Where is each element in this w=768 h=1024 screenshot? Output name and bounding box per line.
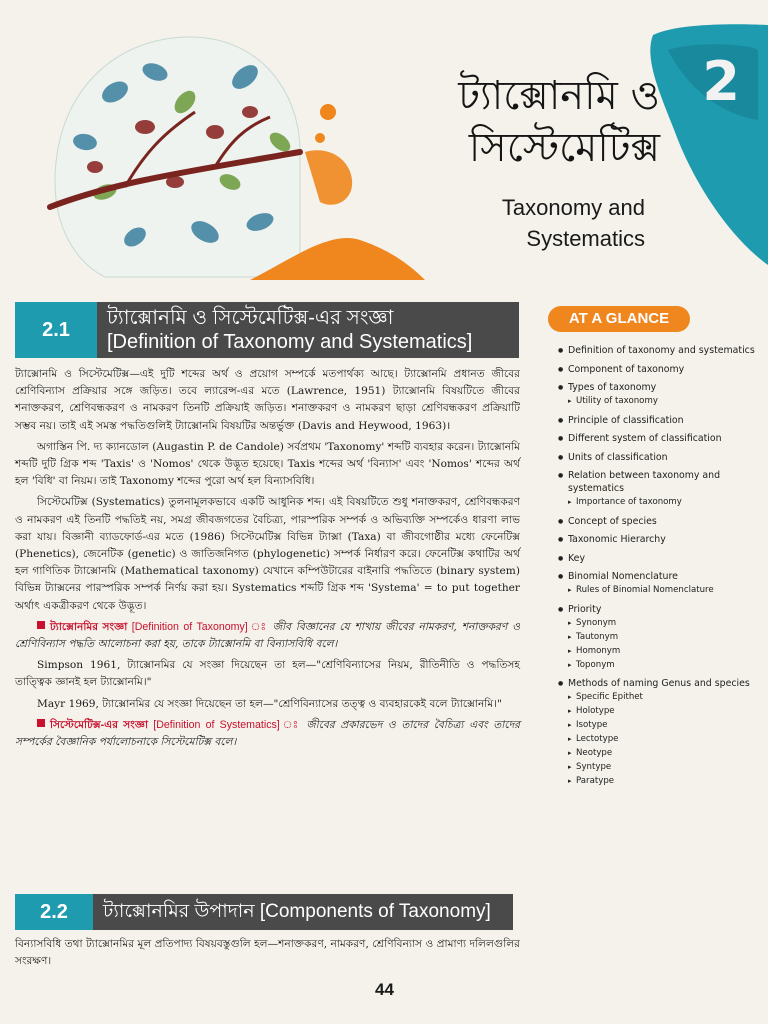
glance-subitem: ▸ Tautonym bbox=[568, 631, 760, 644]
glance-item-label: Taxonomic Hierarchy bbox=[568, 534, 666, 545]
section-2-2-body bbox=[15, 936, 520, 970]
chapter-title-bengali-line1: ট্যাক্সোনমি ও bbox=[458, 73, 660, 119]
glance-item bbox=[558, 515, 760, 528]
mayr-definition: Mayr 1969, ট্যাক্সোনমির যে সংজ্ঞা দিয়েছেন তা হল—"শ্রেণিবিন্যাসের তত্ত্ব ও ব্যবহারকেই বলে ট্যাক্সোনমি।" bbox=[37, 697, 502, 710]
glance-item-label: Concept of species bbox=[568, 515, 657, 527]
definition-systematics-heading-english: [Definition of Systematics] ঃ bbox=[153, 718, 301, 731]
section-2-1-header bbox=[15, 302, 519, 358]
glance-subitem: ▸ Lectotype bbox=[568, 733, 760, 746]
section-number: 2.1 bbox=[15, 302, 97, 358]
section-2-1-body bbox=[15, 366, 520, 755]
glance-subitem: ▸ Neotype bbox=[568, 747, 760, 760]
definition-systematics bbox=[15, 717, 520, 751]
glance-item-label: Types of taxonomy bbox=[568, 382, 657, 393]
glance-item bbox=[558, 603, 760, 672]
glance-subitem: ▸ Isotype bbox=[568, 719, 760, 732]
glance-item bbox=[558, 381, 760, 408]
orange-splash-decoration bbox=[250, 90, 430, 290]
glance-item-label: Methods of naming Genus and species bbox=[568, 678, 750, 689]
paragraph-taxonomy-systematics: ট্যাক্সোনমি ও সিস্টেমেটিক্স—এই দুটি শব্দের অর্থ ও প্রয়োগ সম্পর্কে মতপার্থক্য আছে। ট্যাক্সোনমি প্রধানত জীবের শ্রেণিবিন্যাস প্রক্রিয়ার সঙ্গে জড়িত। তবে ল্যারেন্স-এর মতে (Lawrence, 1951) ট্যাক্সোনমি বিষয়টিতে জীবের শনাক্তকরণ, শ্রেণিবন্ধকরণ ও নামকরণ তিনটি প্রক্রিয়াই জড়িত। শনাক্তকরণ ও নামকরণ ছাড়া শ্রেণিবন্ধকরণ প্রক্রিয়াটি সম্ভব নয়। তাই এই সমস্ত পদ্ধতিগুলিই ট্যাক্সোনমি বিষয়টির অন্তর্ভুক্ত (Davis and Heywood, 1963)। bbox=[15, 368, 520, 432]
section-title-bengali: ট্যাক্সোনমি ও সিস্টেমেটিক্স-এর সংজ্ঞা bbox=[107, 307, 394, 329]
red-square-bullet-icon bbox=[37, 621, 45, 629]
glance-subitems bbox=[568, 617, 760, 672]
glance-item-label: Relation between taxonomy and systematics bbox=[568, 470, 721, 494]
definition-systematics-text: জীবের প্রকারভেদ ও তাদের বৈচিত্র্য এবং তাদের সম্পর্কের বৈজ্ঞানিক পর্যালোচনাকে সিস্টেমেটিক্স বলে। bbox=[15, 718, 520, 749]
definition-systematics-heading bbox=[37, 719, 301, 731]
glance-subitem: ▸ Toponym bbox=[568, 659, 760, 672]
glance-item-label: Key bbox=[568, 552, 585, 564]
glance-item bbox=[558, 469, 760, 509]
section-title-english: [Definition of Taxonomy and Systematics] bbox=[107, 331, 473, 353]
section-title bbox=[93, 894, 513, 930]
page-number: 44 bbox=[375, 980, 394, 999]
glance-item bbox=[558, 451, 760, 464]
definition-taxonomy-heading-bengali: ট্যাক্সোনমির সংজ্ঞা bbox=[50, 620, 128, 633]
glance-subitems bbox=[568, 584, 760, 597]
section-title-bengali: ট্যাক্সোনমির উপাদান bbox=[103, 901, 255, 922]
glance-subitem: ▸ Importance of taxonomy bbox=[568, 496, 760, 509]
glance-item-label: Principle of classification bbox=[568, 414, 684, 426]
chapter-title-english-line2: Systematics bbox=[526, 226, 645, 251]
chapter-title-bengali-line2: সিস্টেমেটিক্স bbox=[468, 125, 660, 171]
definition-taxonomy-heading bbox=[37, 621, 268, 633]
glance-subitem: ▸ Paratype bbox=[568, 775, 760, 788]
glance-subitem: ▸ Holotype bbox=[568, 705, 760, 718]
glance-subitems bbox=[568, 395, 760, 408]
section-title-english: [Components of Taxonomy] bbox=[259, 901, 491, 922]
definition-taxonomy bbox=[15, 619, 520, 653]
glance-subitems bbox=[568, 691, 760, 788]
section-2-2-header bbox=[15, 894, 513, 930]
glance-item-label: Units of classification bbox=[568, 451, 668, 463]
glance-item bbox=[558, 432, 760, 445]
chapter-title-english-line1: Taxonomy and bbox=[501, 195, 645, 220]
definition-taxonomy-heading-english: [Definition of Taxonomy] ঃ bbox=[131, 620, 268, 633]
section-title bbox=[97, 302, 519, 358]
glance-subitem: ▸ Rules of Binomial Nomenclature bbox=[568, 584, 760, 597]
chapter-title-english bbox=[450, 192, 645, 254]
at-a-glance-list bbox=[558, 344, 760, 794]
red-square-bullet-icon bbox=[37, 719, 45, 727]
paragraph-components: বিন্যাসবিধি তথা ট্যাক্সোনমির মূল প্রতিপাদ্য বিষয়বস্তুগুলি হল—শনাক্তকরণ, নামকরণ, শ্রেণিবিন্যাস ও প্রামাণ্য দলিলগুলির সংরক্ষণ। bbox=[15, 938, 520, 967]
glance-subitem: ▸ Utility of taxonomy bbox=[568, 395, 760, 408]
chapter-number: 2 bbox=[702, 50, 740, 113]
definition-taxonomy-text: জীব বিজ্ঞানের যে শাখায় জীবের নামকরণ, শনাক্তকরণ ও শ্রেণিবিন্যাস পদ্ধতি আলোচনা করা হয়, তাকে ট্যাক্সোনমি বা বিন্যাসবিধি বলে। bbox=[15, 620, 520, 651]
glance-subitem: ▸ Specific Epithet bbox=[568, 691, 760, 704]
glance-item bbox=[558, 570, 760, 597]
chapter-title-bengali bbox=[420, 70, 660, 174]
glance-subitems bbox=[568, 496, 760, 509]
glance-subitem: ▸ Synonym bbox=[568, 617, 760, 630]
paragraph-systematics: সিস্টেমেটিক্স (Systematics) তুলনামূলকভাবে একটি আধুনিক শব্দ। এই বিষয়টিতে শুধু শনাক্তকরণ, শ্রেণিবন্ধকরণ ও নামকরণ এই তিনটি পদ্ধতিই নয়, সমগ্র জীবজগতের বৈচিত্র্য, পারস্পরিক সম্পর্ক ও অভিব্যক্তি সম্পর্কেও ধারণা লাভ করা যায়। বিজ্ঞানী ব্যাডফোর্ড-এর মতে (1986) সিস্টেমেটিক্স বিভিন্ন ট্যাক্সা (Taxa) বা জীবগোষ্ঠীর মধ্যে ফেনেটিক্স (Phenetics), জেনেটিক (genetic) ও জাতিজনিগত (phylogenetic) সম্পর্ক নির্ধারণ করে। ফেনেটিক্স কথাটির অর্থ হল গাণিতিক ট্যাক্সোনমি (Mathematical taxonomy) যেখানে কম্পিউটারের বাইনারি পদ্ধতিতে (binary system) বিভিন্ন ট্যাক্সনের পারস্পরিক সম্পর্ক নির্ণয় করা হয়। Systematics শব্দটি গ্রিক শব্দ 'Systema' = to put together অর্থাৎ একত্রীকরণ থেকে উদ্ভূত। bbox=[15, 496, 520, 612]
definition-systematics-heading-bengali: সিস্টেমেটিক্স-এর সংজ্ঞা bbox=[50, 718, 149, 731]
glance-item-label: Priority bbox=[568, 603, 602, 615]
glance-item bbox=[558, 677, 760, 788]
glance-subitem: ▸ Syntype bbox=[568, 761, 760, 774]
glance-item bbox=[558, 552, 760, 565]
glance-item bbox=[558, 414, 760, 427]
section-number: 2.2 bbox=[15, 894, 93, 930]
at-a-glance-badge: AT A GLANCE bbox=[548, 306, 690, 332]
glance-item-label: Definition of taxonomy and systematics bbox=[568, 345, 755, 356]
simpson-definition: Simpson 1961, ট্যাক্সোনমির যে সংজ্ঞা দিয়েছেন তা হল—"শ্রেণিবিন্যাসের নিয়ম, রীতিনীতি ও পদ্ধতিসহ তাত্ত্বিক জ্ঞানই হল ট্যাক্সোনমি।" bbox=[15, 659, 520, 689]
glance-item-label: Different system of classification bbox=[568, 433, 722, 444]
glance-item-label: Component of taxonomy bbox=[568, 363, 685, 375]
glance-item bbox=[558, 344, 760, 357]
paragraph-candole: অগাস্তিন পি. দ্য ক্যানডোল (Augastin P. de Candole) সর্বপ্রথম 'Taxonomy' শব্দটি ব্যবহার করেন। ট্যাক্সোনমি শব্দটি দুটি গ্রিক শব্দ 'Taxis' ও 'Nomos' থেকে উদ্ভূত হয়েছে। Taxis শব্দের অর্থ 'বিন্যাস' এবং 'Nomos' শব্দের অর্থ হল 'বিধি' বা নিয়ম। তাই Taxonomy শব্দের পুরো অর্থ হল বিন্যাসবিধি। bbox=[15, 440, 520, 488]
glance-subitem: ▸ Homonym bbox=[568, 645, 760, 658]
glance-item-label: Binomial Nomenclature bbox=[568, 571, 678, 582]
glance-item bbox=[558, 363, 760, 376]
glance-item bbox=[558, 533, 760, 546]
